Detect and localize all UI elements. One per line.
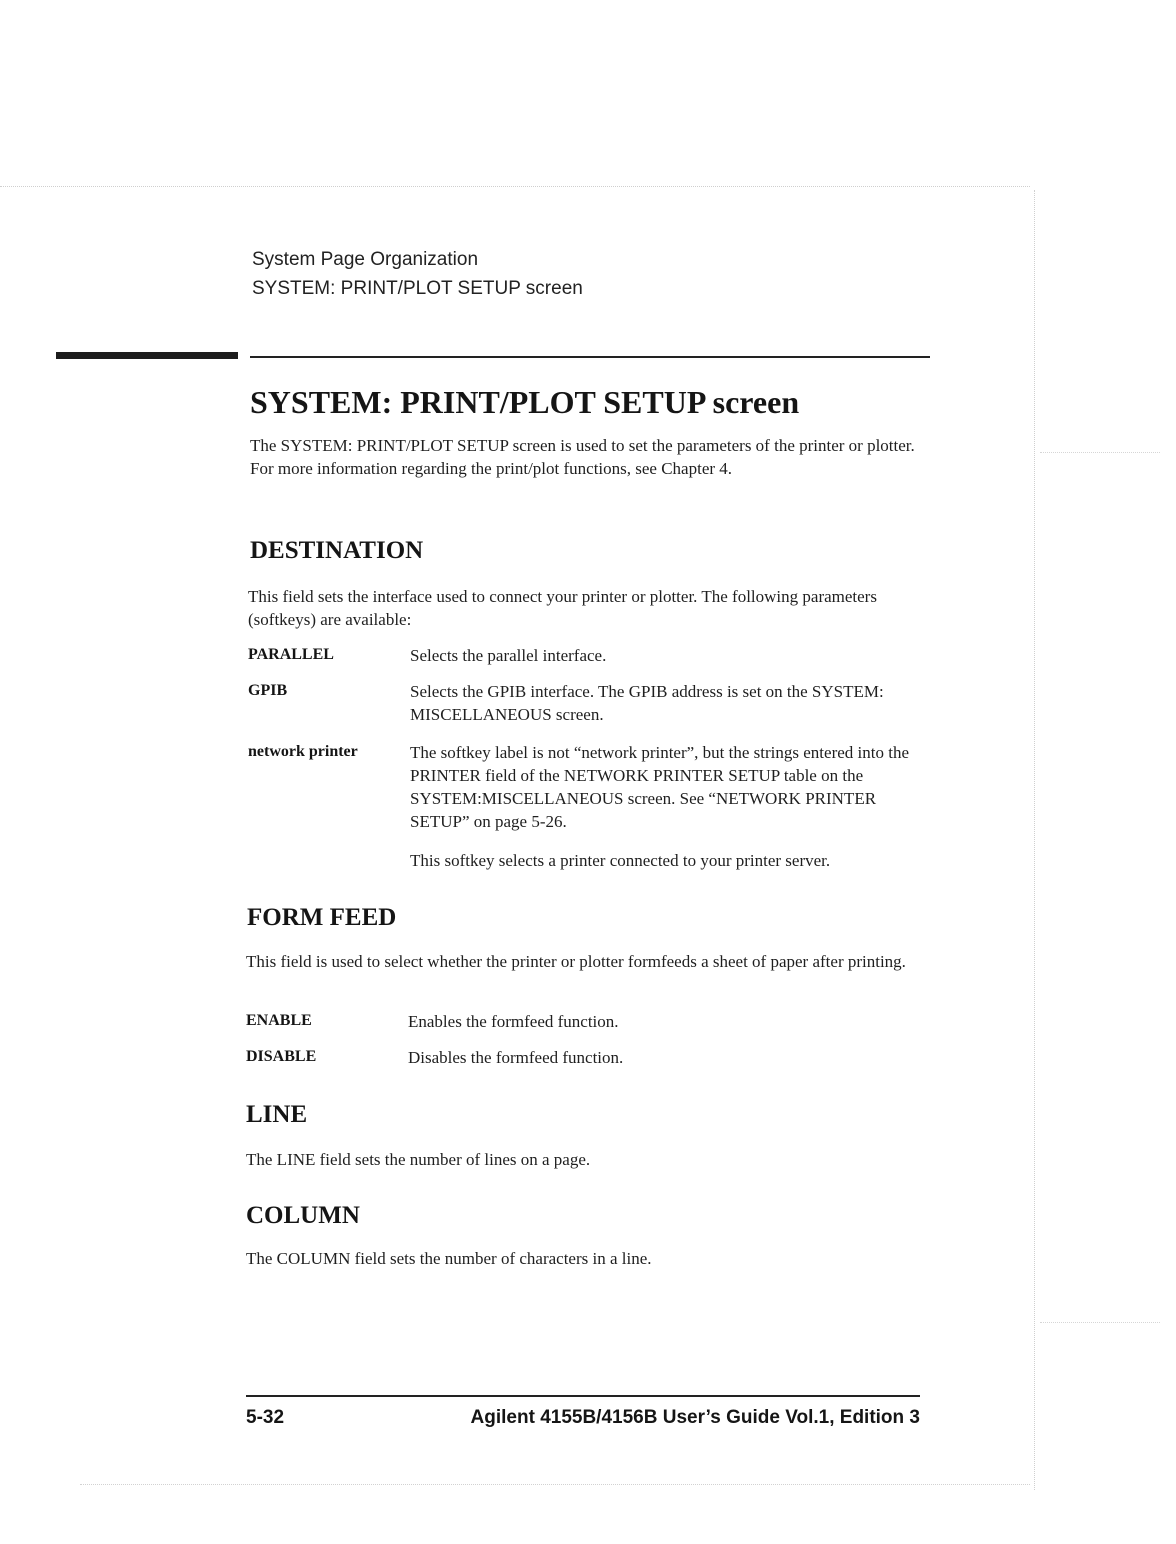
term-gpib: GPIB	[248, 682, 288, 699]
destination-paragraph: This field sets the interface used to connect your printer or plotter. The following parameters (softkeys) are available:	[248, 587, 877, 629]
form-feed-paragraph: This field is used to select whether the printer or plotter formfeeds a sheet of paper after printing.	[246, 952, 906, 971]
running-head-section: SYSTEM: PRINT/PLOT SETUP screen	[252, 278, 583, 299]
definition-disable: Disables the formfeed function.	[408, 1048, 624, 1067]
scan-border-top	[0, 186, 1030, 187]
footer-rule	[246, 1395, 920, 1397]
footer-book-title: Agilent 4155B/4156B User’s Guide Vol.1, Edition 3	[470, 1407, 920, 1428]
definition-network-printer-note: This softkey selects a printer connected to your printer server.	[410, 851, 831, 870]
definition-gpib: Selects the GPIB interface. The GPIB address is set on the SYSTEM: MISCELLANEOUS screen.	[410, 682, 884, 724]
column-heading: COLUMN	[246, 1202, 360, 1229]
scan-mark	[1040, 1322, 1160, 1323]
intro-paragraph: The SYSTEM: PRINT/PLOT SETUP screen is used to set the parameters of the printer or plotter. For more information regarding the print/plot functions, see Chapter 4.	[250, 436, 915, 478]
page-title: SYSTEM: PRINT/PLOT SETUP screen	[250, 384, 800, 420]
running-head-chapter: System Page Organization	[252, 249, 479, 270]
header-rule	[250, 356, 930, 358]
destination-heading: DESTINATION	[250, 537, 424, 564]
scan-border-bottom	[80, 1484, 1030, 1485]
chapter-thumb-tab	[56, 352, 238, 359]
page-number: 5-32	[246, 1407, 285, 1428]
scan-mark	[1040, 452, 1160, 453]
term-disable: DISABLE	[246, 1048, 317, 1065]
definition-parallel: Selects the parallel interface.	[410, 646, 607, 665]
running-head	[252, 245, 583, 303]
column-paragraph: The COLUMN field sets the number of characters in a line.	[246, 1249, 652, 1268]
form-feed-heading: FORM FEED	[247, 904, 397, 931]
definition-enable: Enables the formfeed function.	[408, 1012, 619, 1031]
term-parallel: PARALLEL	[248, 646, 334, 663]
line-heading: LINE	[246, 1101, 308, 1128]
line-paragraph: The LINE field sets the number of lines on a page.	[246, 1150, 591, 1169]
term-enable: ENABLE	[246, 1012, 312, 1029]
term-network-printer: network printer	[248, 743, 358, 760]
definition-network-printer: The softkey label is not “network printer”, but the strings entered into the PRINTER field of the NETWORK PRINTER SETUP table on the SYSTEM:MISCELLANEOUS screen. See “NETWORK PRINTER SETUP” on page 5-26.	[410, 743, 910, 831]
scan-border-right	[1034, 190, 1035, 1490]
